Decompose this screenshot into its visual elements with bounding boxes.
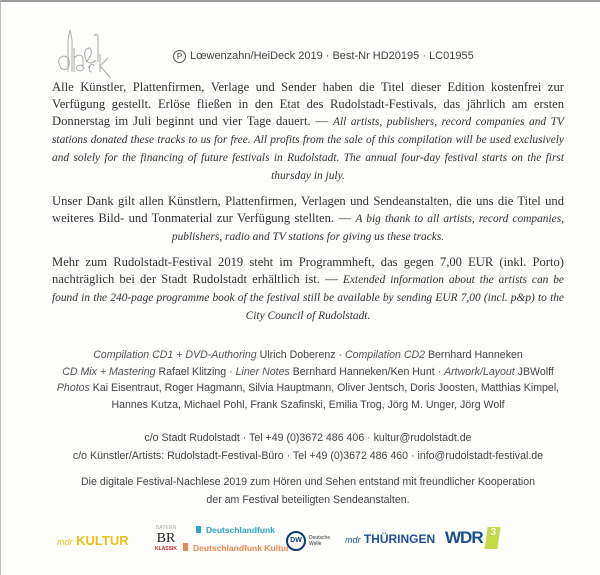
dw-icon: DW bbox=[286, 531, 306, 551]
deutschlandfunk-logo bbox=[196, 525, 275, 536]
dlf-name: Deutschlandfunk bbox=[206, 525, 275, 535]
mdr-kultur-name: KULTUR bbox=[76, 533, 129, 548]
contacts bbox=[16, 429, 600, 465]
wdr3-logo bbox=[445, 527, 499, 549]
page-content bbox=[52, 0, 564, 575]
credits bbox=[16, 347, 600, 413]
br-klassik-logo bbox=[146, 525, 186, 553]
credits-line: CD Mix + Mastering Rafael Klitzing · Liner Notes Bernhard Hanneken/Ken Hunt · Artwork/Layout JBWolff bbox=[62, 365, 554, 378]
wdr-number: 3 bbox=[484, 527, 500, 549]
br-name: BR bbox=[156, 531, 176, 546]
credits-line: Photos Kai Eisentraut, Roger Hagmann, Silvia Hauptmann, Oliver Jentsch, Doris Joosten, Matthias Kimpel, bbox=[56, 382, 560, 394]
mdr-thueringen-logo bbox=[345, 532, 435, 546]
contact-line: c/o Künstler/Artists: Rudolstadt-Festival-Büro · Tel +49 (0)3672 486 460 · info@rudolstadt-festival.de bbox=[72, 450, 544, 462]
paragraph-thanks: Unser Dank gilt allen Künstlern, Plattenfirmen, Verlagen und Sendeanstalten, die uns die Titel und weiteres Bild- und Tonmaterial zur Verfügung stellten. — A big thank to all artists, record companies, publishers, radio and TV stations for giving us these tracks. bbox=[52, 194, 565, 243]
credits-line: Compilation CD1 + DVD-Authoring Ulrich Doberenz · Compilation CD2 Bernhard Hanneken bbox=[93, 349, 523, 361]
dlf-kultur-icon bbox=[183, 543, 188, 551]
wdr-name: WDR bbox=[445, 528, 483, 547]
dlf-icon bbox=[196, 526, 201, 533]
br-sub: KLASSIK bbox=[155, 546, 177, 552]
dw-name-2: Welle bbox=[309, 541, 322, 547]
mdr-prefix: mdr bbox=[345, 535, 361, 545]
phonogram-icon: P bbox=[173, 50, 186, 63]
mdr-thueringen-name: THÜRINGEN bbox=[363, 532, 436, 546]
dw-name bbox=[309, 535, 330, 547]
paragraph-programme: Mehr zum Rudolstadt-Festival 2019 steht im Programmheft, das gegen 7,00 EUR (inkl. Porto) nachträglich bei der Stadt Rudolstadt erhältlich ist. — Extended information about the artists can be found in the 240-page programme book of the festival still be available by sending EUR 7,00 (incl. p&p) to the City Council of Rudolstadt. bbox=[52, 255, 564, 322]
br-small: BAYERN bbox=[155, 525, 177, 531]
deutschlandfunk-kultur-logo bbox=[183, 543, 289, 554]
digital-note-line: der am Festival beteiligten Sendeanstalten. bbox=[206, 494, 410, 506]
label-copyright-line: P Lœwenzahn/HeiDeck 2019 · Best-Nr HD20195 · LC01955 bbox=[173, 50, 474, 63]
digital-note-line: Die digitale Festival-Nachlese 2019 zum Hören und Sehen entstand mit freundlicher Kooperation bbox=[80, 476, 536, 488]
digital-note bbox=[16, 473, 600, 509]
dw-name-1: Deutsche bbox=[309, 535, 331, 541]
sponsor-logos bbox=[0, 525, 600, 561]
mdr-kultur-logo bbox=[57, 533, 129, 548]
credits-line: Hannes Kutza, Michael Pohl, Frank Szafinski, Emilia Trog, Jörg M. Unger, Jörg Wolf bbox=[111, 398, 505, 411]
dlf-kultur-name: Deutschlandfunk Kultur bbox=[193, 543, 290, 553]
deutsche-welle-logo bbox=[286, 531, 330, 551]
mdr-prefix: mdr bbox=[57, 537, 73, 547]
paragraph-donation: Alle Künstler, Plattenfirmen, Verlage und Sender haben die Titel dieser Edition kostenfrei zur Verfügung gestellt. Erlöse fließen in den Etat des Rudolstadt-Festivals, das jährlich am ersten Donnerstag im Juli beginnt und vier Tage dauert. — All artists, publishers, record companies and TV stations donated these tracks to us for free. All profits from the sale of this compilation will be used exclusively and solely for the financing of future festivals in Rudolstadt. The annual four-day festival starts on the first thursday in july. bbox=[52, 80, 565, 182]
contact-line: c/o Stadt Rudolstadt · Tel +49 (0)3672 486 406 · kultur@rudolstadt.de bbox=[144, 432, 472, 444]
